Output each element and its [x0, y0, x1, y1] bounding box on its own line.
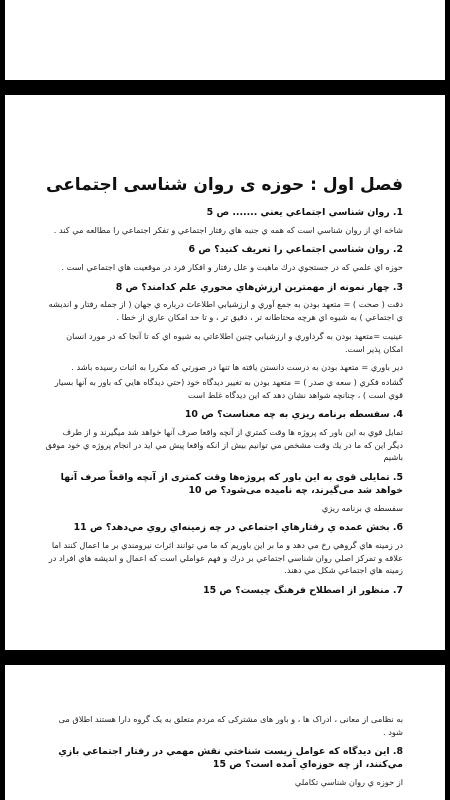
document-page: [5, 95, 445, 650]
question-5: 5. تمایلی قوی به این باور که پروژه‌ها وقت کمتری از آنچه واقعاً صرف آنها خواهد شد می‌گیرند، چه نامیده می‌شود؟ ص 10: [60, 472, 403, 496]
question-8: 8. اين ديدگاه كه عوامل زيست شناختي نقش مهمي در رفتار اجتماعي بازي مي‌كنند، از چه حوزه‌اي آمده است؟ ص 15: [58, 746, 403, 771]
answer-4: تمايل قوي به اين باور كه پروژه ها وقت كمتري از آنچه واقعا صرف آنها خواهد شد ميگيرند و از طرف ديگر اين كه ما در يك وقت مشخص مي توانيم بيش از انكه واقعا پيش مي ايد در انجام پروژه ي خود موفق باشيم: [45, 427, 403, 463]
answer-6: در زمينه هاي گروهي رخ مي دهد و ما بر اين باوريم كه ما مي توانند اثرات نيرومندي بر ما اعمال كنند اما علاقه و تمركز اصلي روان شناسي اجتماعي بر درك و فهم عواملي است كه اعمال و انديشه هاي افراد در زمينه هاي اجتماعي شكل مي دهند.: [48, 539, 403, 576]
answer-3-skepticism: دير باوري = متعهد بودن به درست دانستن يافته ها تنها در صورتي كه مكررا به اثبات رسيده باشد .: [71, 362, 403, 373]
previous-page: [5, 0, 445, 80]
answer-8: از حوزه ي روان شناسي تكاملي: [294, 776, 403, 787]
question-4: 4. سفسطه برنامه ريزي به چه معناست؟ ص 10: [184, 409, 403, 421]
answer-3-open-mindedness: گشاده فكري ( سعه ي صدر ) = متعهد بودن به تغيير ديدگاه خود (حتي ديدگاه هايي كه باور به آنها بسيار قوي است ) ، چنانچه شواهد نشان دهد كه اين ديدگاه غلط است: [54, 376, 403, 400]
chapter-title: فصل اول : حوزه ی روان شناسی اجتماعی: [46, 175, 403, 195]
answer-3-accuracy: دقت ( صحت ) = متعهد بودن به جمع آوري و ارزشيابي اطلاعات درباره ي جهان ( از جمله رفتار و انديشه ي اجتماعي ) به شيوه اي هرچه محتاطانه تر ، دقيق تر ، و تا حد امكان عاري از خطا .: [48, 299, 403, 323]
answer-7: به نظامی از معانی ، ادراک ها ، و باور های مشترکی که مردم متعلق به یک گروه دارا هستند اطلاق می شود .: [58, 714, 403, 737]
answer-5: سفسطه ي برنامه ريزي: [321, 502, 403, 513]
question-2: 2. روان شناسي اجتماعي را تعريف كنيد؟ ص 6: [188, 244, 403, 256]
answer-2: حوزه اي علمي كه در جستجوي درك ماهيت و علل رفتار و افكار فرد در موقعيت هاي اجتماعي است .: [61, 262, 403, 273]
question-6: 6. بخش عمده ي رفتارهاي اجتماعي در چه زمينه‌اي روي مي‌دهد؟ ص 11: [73, 522, 403, 534]
answer-3-objectivity: عينيت =متعهد بودن به گرداوري و ارزشيابي چنين اطلاعاتي به شيوه اي كه تا آنجا كه در مورد انسان امكان پذير است.: [66, 330, 403, 354]
question-7: 7. منظور از اصطلاح فرهنگ چيست؟ ص 15: [203, 585, 403, 597]
question-3: 3. چهار نمونه از مهمترين ارزش‌هاي محوري علم كدامند؟ ص 8: [115, 281, 403, 293]
answer-1: شاخه اي از روان شناسي است كه همه ي جنبه هاي رفتار اجتماعي و تفكر اجتماعي را مطالعه مي كند .: [53, 224, 403, 235]
next-page: [5, 665, 445, 800]
question-1: 1. روان شناسي اجتماعي يعني ....... ص 5: [206, 207, 403, 218]
